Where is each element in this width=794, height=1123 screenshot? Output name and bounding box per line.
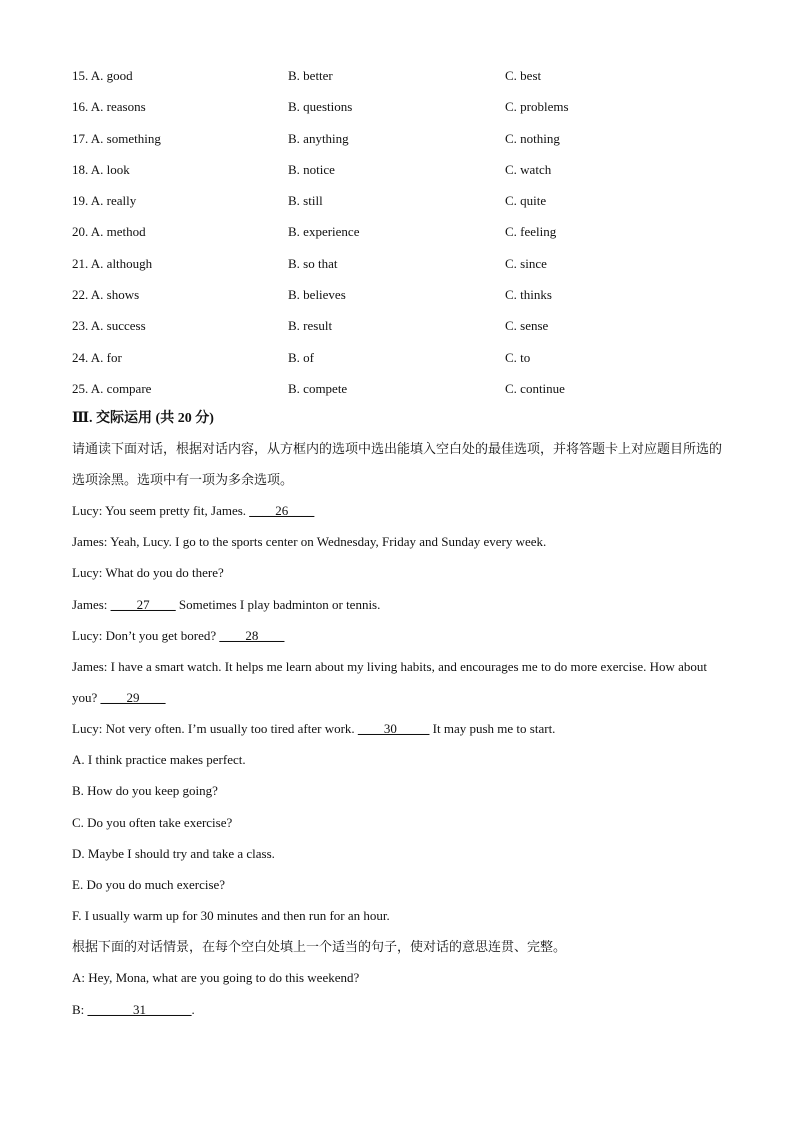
option-c: C. nothing [505, 130, 560, 146]
dialogue-text: James: [72, 596, 111, 612]
option-b: B. anything [288, 130, 349, 146]
option-a: 16. A. reasons [72, 99, 146, 115]
choice-d: D. Maybe I should try and take a class. [72, 845, 275, 861]
section-heading: Ⅲ. 交际运用 (共 20 分) [72, 411, 214, 426]
option-a: 20. A. method [72, 224, 146, 240]
option-c: C. problems [505, 99, 569, 115]
option-b: B. better [288, 68, 333, 83]
option-b: B. still [288, 193, 323, 209]
option-b: B. notice [288, 161, 335, 177]
option-b: B. compete [288, 380, 348, 396]
dialogue-line [72, 626, 722, 646]
option-b: B. of [288, 349, 314, 365]
option-b: B. so that [288, 255, 338, 271]
option-b: B. experience [288, 224, 360, 240]
dialogue-line: Lucy: What do you do there? [72, 565, 224, 581]
option-c: C. to [505, 349, 531, 365]
answer-blank-28: ____28____ [219, 627, 285, 643]
answer-blank-30: ____30_____ [357, 720, 430, 736]
options-table [72, 66, 732, 410]
option-row-16 [72, 97, 732, 128]
option-row-17 [72, 129, 732, 160]
option-row-23 [72, 316, 732, 347]
dialogue-line [72, 595, 722, 615]
answer-blank-31: _______31_______ [87, 1001, 192, 1017]
option-a: 21. A. although [72, 255, 153, 271]
option-a: 18. A. look [72, 161, 130, 177]
section-3 [72, 408, 722, 1031]
option-a: 17. A. something [72, 130, 161, 146]
option-row-15 [72, 66, 732, 97]
dialogue-line [72, 651, 722, 713]
dialogue-line: James: Yeah, Lucy. I go to the sports center on Wednesday, Friday and Sunday every week. [72, 534, 547, 550]
choice-e: E. Do you do much exercise? [72, 876, 226, 892]
dialogue-line [72, 1000, 722, 1020]
dialogue-line: A: Hey, Mona, what are you going to do this weekend? [72, 970, 360, 986]
option-a: 15. A. good [72, 68, 133, 83]
dialogue-text: . [191, 1001, 195, 1017]
choice-c: C. Do you often take exercise? [72, 814, 233, 830]
option-c: C. quite [505, 193, 547, 209]
dialogue-text: Lucy: Not very often. I’m usually too tired after work. [72, 720, 358, 736]
option-row-19 [72, 191, 732, 222]
option-a: 24. A. for [72, 349, 122, 365]
option-row-25 [72, 379, 732, 410]
choice-f: F. I usually warm up for 30 minutes and then run for an hour. [72, 908, 390, 924]
option-row-20 [72, 222, 732, 253]
answer-blank-26: ____26____ [249, 503, 315, 518]
option-c: C. thinks [505, 287, 552, 303]
dialogue-text: Lucy: You seem pretty fit, James. [72, 503, 250, 518]
option-b: B. questions [288, 99, 353, 115]
dialogue-text: James: I have a smart watch. It helps me learn about my living habits, and encourages me to do more exercise. How about you? [72, 658, 708, 705]
answer-blank-29: ____29____ [100, 689, 166, 705]
option-row-24 [72, 348, 732, 379]
option-a: 22. A. shows [72, 287, 140, 303]
option-a: 25. A. compare [72, 380, 152, 396]
choice-b: B. How do you keep going? [72, 783, 218, 799]
dialogue-text: Sometimes I play badminton or tennis. [175, 596, 381, 612]
dialogue-text: It may push me to start. [429, 720, 556, 736]
option-c: C. feeling [505, 224, 557, 240]
option-row-21 [72, 254, 732, 285]
option-c: C. watch [505, 161, 552, 177]
option-a: 23. A. success [72, 318, 146, 334]
option-a: 19. A. really [72, 193, 137, 209]
dialogue-line [72, 719, 722, 739]
option-row-18 [72, 160, 732, 191]
option-row-22 [72, 285, 732, 316]
dialogue-line [72, 501, 722, 521]
answer-blank-27: ____27____ [110, 596, 176, 612]
dialogue-text: Lucy: Don’t you get bored? [72, 627, 220, 643]
choice-a: A. I think practice makes perfect. [72, 752, 246, 768]
instruction-text-2: 根据下面的对话情景，在每个空白处填上一个适当的句子，使对话的意思连贯、完整。 [72, 939, 567, 955]
instruction-text: 请通读下面对话，根据对话内容，从方框内的选项中选出能填入空白处的最佳选项，并将答题卡上对应题目所选的选项涂黑。选项中有一项为多余选项。 [72, 441, 723, 487]
dialogue-text: B: [72, 1001, 88, 1017]
option-b: B. result [288, 318, 333, 334]
option-c: C. continue [505, 380, 565, 396]
option-c: C. since [505, 255, 547, 271]
option-c: C. best [505, 68, 542, 83]
option-b: B. believes [288, 287, 346, 303]
option-c: C. sense [505, 318, 549, 334]
